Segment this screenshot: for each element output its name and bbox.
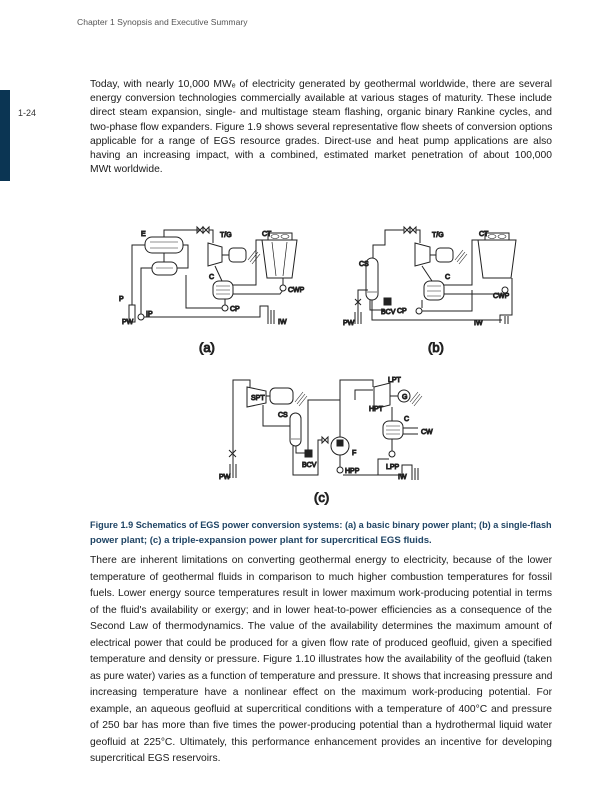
label-hpp: HPP [345, 468, 360, 475]
label-turbine-generator-b: T/G [432, 232, 444, 239]
caption-line: Figure 1.9 Schematics of EGS power conversion systems: (a) a basic binary power plant; (b) a single-flash [90, 520, 552, 531]
text-line: increasing temperature have a nonlinear effect on the maximum work-producing potential. For [90, 687, 552, 698]
label-cp-b: CP [397, 308, 407, 315]
limitations-paragraph [90, 553, 552, 768]
label-pw-b: PW [343, 320, 355, 327]
text-line: two-phase flow expanders. Figure 1.9 shows several representative flow sheets of conversion options [90, 121, 553, 133]
label-turbine-generator: T/G [220, 232, 232, 239]
figure-caption [90, 518, 552, 548]
text-line: applicable for a range of EGS resource grades. Direct-use and heat pump applications are also [90, 135, 552, 147]
sublabel-a: (a) [199, 340, 215, 355]
text-line: example, an aqueous geofluid at supercritical conditions with a temperature of 400°C and pressure [90, 703, 552, 715]
text-line: MWt worldwide. [90, 164, 163, 176]
text-line: temperature of geothermal fluids in comparison to much higher combustion temperatures for fossil [90, 571, 552, 583]
label-bcv-c: BCV [302, 462, 317, 469]
label-spt: SPT [251, 395, 265, 402]
evaporator [145, 237, 183, 253]
label-lpt: LPT [388, 377, 401, 384]
label-pw: PW [122, 319, 134, 326]
text-line: There are inherent limitations on converting geothermal energy to electricity, because of the lower [90, 555, 552, 566]
label-condenser-b: C [445, 274, 451, 281]
generator [229, 248, 246, 262]
label-bcv-b: BCV [381, 309, 396, 316]
text-line: geofluid at 225°C. Ultimately, this performance enhancement provides an incentive for developing [90, 736, 552, 748]
label-hpt: HPT [369, 406, 383, 413]
generator-b [436, 248, 453, 262]
text-line: of the fluid's availability or exergy; and in lower heat-to-power efficiencies as a consequence of the [90, 604, 552, 616]
sublabel-b: (b) [428, 340, 444, 355]
text-line: temperature and density or pressure. Figure 1.10 illustrates how the availability of the geofluid (taken [90, 654, 552, 665]
turbine [208, 243, 222, 266]
label-g: G [402, 394, 408, 401]
label-cs: CS [359, 261, 369, 268]
text-line: electrical power that could be produced for a given flow rate of produced geofluid, given a specified [90, 637, 552, 649]
label-condenser-c: C [404, 416, 410, 423]
label-cooling-tower-b: CT [479, 231, 489, 238]
label-iw-c: IW [398, 474, 407, 481]
condenser-b [424, 281, 444, 300]
cooling-water-pump [280, 285, 286, 291]
turbine-b [415, 243, 430, 266]
caption-line: power plant; (c) a triple-expansion power plant for supercritical EGS fluids. [90, 535, 432, 546]
ball-check-valve [384, 298, 391, 305]
label-evaporator: E [141, 231, 146, 238]
label-cs-c: CS [278, 412, 288, 419]
label-cw: CW [421, 429, 433, 436]
page-number: 1-24 [18, 108, 37, 118]
label-cwp-b: CWP [493, 293, 510, 300]
label-iw: IW [278, 319, 287, 326]
text-line: Today, with nearly 10,000 MWₑ of electricity generated by geothermal worldwide, there are several [90, 79, 552, 90]
cooling-tower [262, 240, 297, 278]
text-line: fuels. Lower energy source temperatures result in lower maximum work-producing potential in terms [90, 588, 552, 599]
preheater [152, 262, 177, 275]
label-cwp: CWP [288, 287, 305, 294]
label-condenser: C [209, 274, 215, 281]
text-line: as pure water) varies as a function of temperature and pressure. It shows that increasing pressure and [90, 670, 553, 682]
label-pw-c: PW [219, 474, 231, 481]
text-line: energy conversion technologies commercially available at various stages of maturity. These include [90, 93, 552, 105]
injection-pump [138, 314, 144, 320]
label-cooling-tower: CT [262, 231, 272, 238]
circulation-pump [222, 305, 228, 311]
text-line: of 250 bar has more than five times the power-producing potential than a hydrothermal liquid water [90, 720, 552, 731]
label-lpp: LPP [386, 464, 400, 471]
running-header: Chapter 1 Synopsis and Executive Summary [77, 17, 248, 27]
cs-c [290, 413, 301, 446]
text-line: having an increasing impact, with a combined, estimated market penetration of about 100,000 [90, 149, 552, 161]
text-line: Second Law of thermodynamics. The value of the availability determines the maximum amount of [90, 621, 552, 632]
sublabel-c: (c) [314, 490, 330, 505]
label-f: F [352, 450, 357, 457]
text-line: supercritical EGS reservoirs. [90, 753, 221, 764]
label-p: P [119, 296, 124, 303]
schematic-b [355, 227, 516, 324]
label-iw-b: IW [474, 320, 483, 327]
label-cp: CP [230, 306, 240, 313]
text-line: direct steam expansion, single- and multistage steam flashing, organic binary Rankine cycles, and [90, 107, 552, 119]
cooling-tower-b [478, 240, 516, 278]
label-ip: IP [146, 311, 153, 318]
